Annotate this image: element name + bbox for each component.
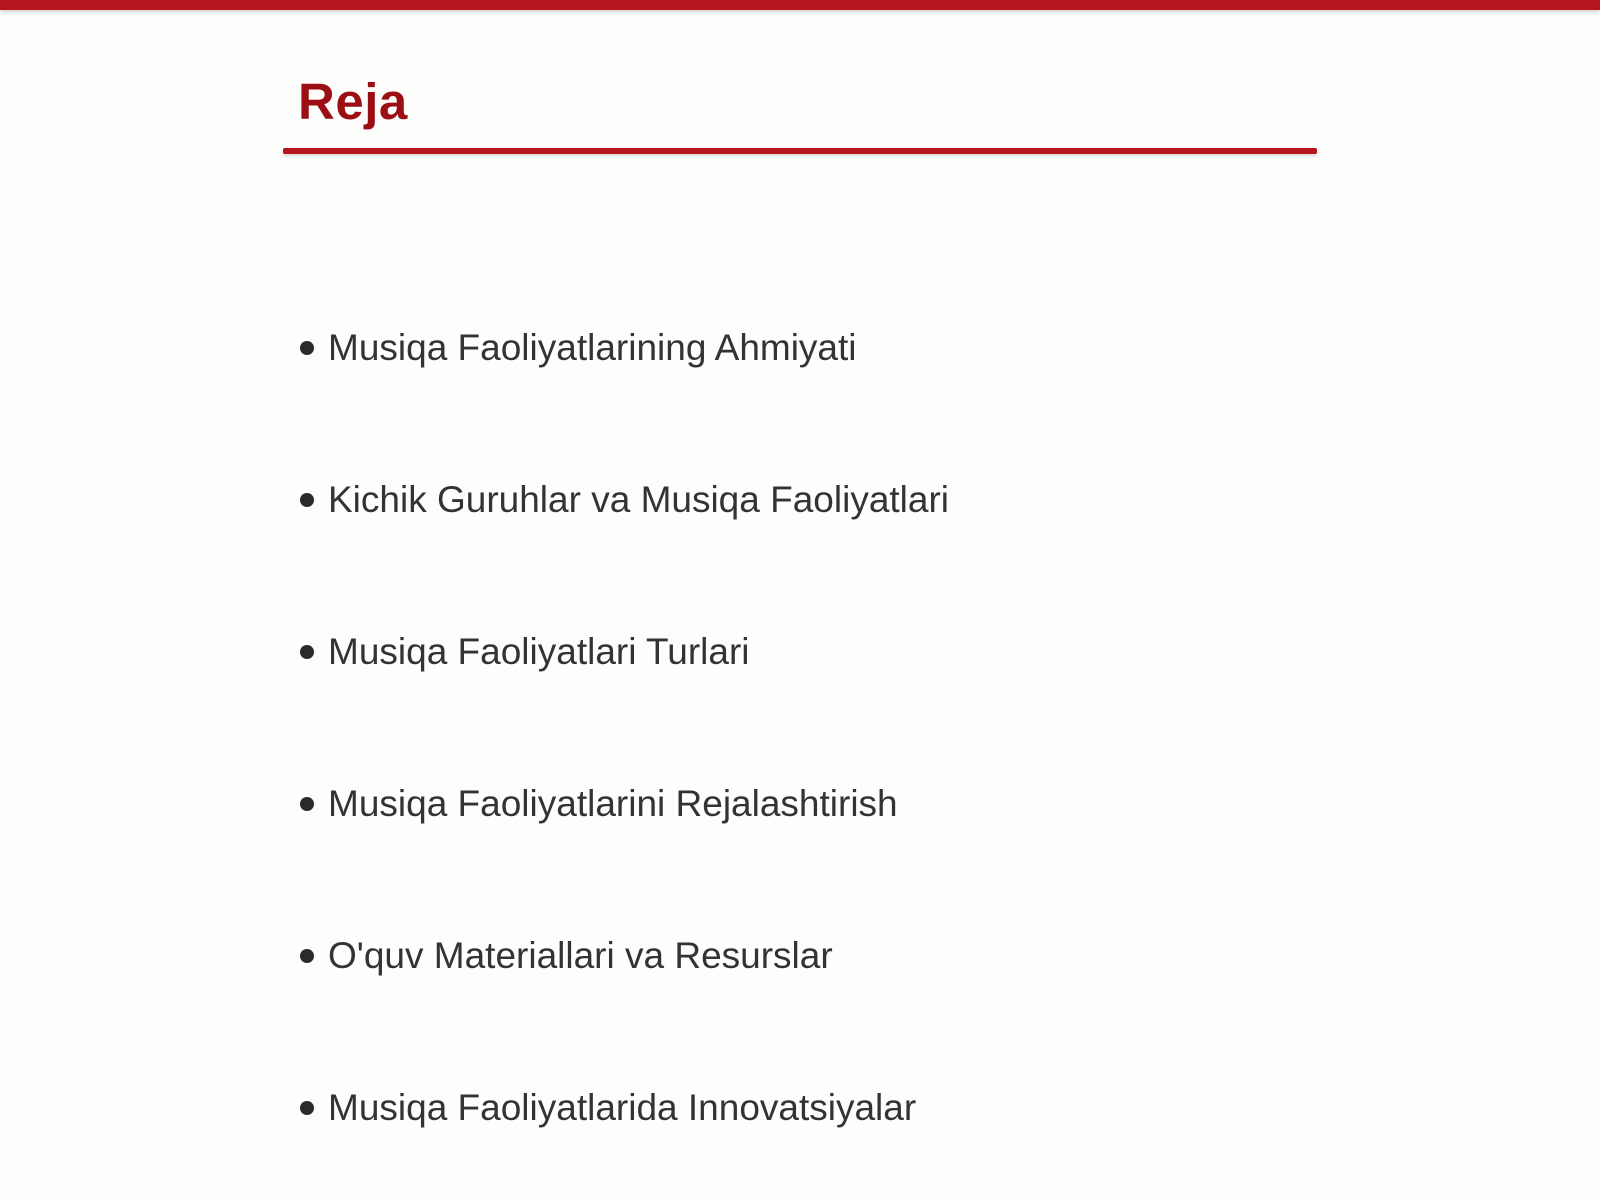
bullet-icon <box>300 645 314 659</box>
bullet-icon <box>300 797 314 811</box>
agenda-list <box>300 272 949 1184</box>
list-item-text: Musiqa Faoliyatlarining Ahmiyati <box>328 327 857 368</box>
list-item-text: Musiqa Faoliyatlarida Innovatsiyalar <box>328 1087 917 1128</box>
bullet-icon <box>300 493 314 507</box>
top-accent-bar <box>0 0 1600 10</box>
bullet-icon <box>300 949 314 963</box>
list-item <box>300 272 949 424</box>
list-item-text: Musiqa Faoliyatlari Turlari <box>328 631 750 672</box>
slide-title: Reja <box>298 73 408 130</box>
list-item <box>300 424 949 576</box>
list-item-text: Musiqa Faoliyatlarini Rejalashtirish <box>328 783 898 824</box>
list-item <box>300 576 949 728</box>
list-item-text: Kichik Guruhlar va Musiqa Faoliyatlari <box>328 479 950 520</box>
list-item <box>300 880 949 1032</box>
title-underline <box>283 148 1317 154</box>
list-item-text: O'quv Materiallari va Resurslar <box>328 935 833 976</box>
bullet-icon <box>300 1101 314 1115</box>
bullet-icon <box>300 341 314 355</box>
list-item <box>300 1032 949 1184</box>
list-item <box>300 728 949 880</box>
